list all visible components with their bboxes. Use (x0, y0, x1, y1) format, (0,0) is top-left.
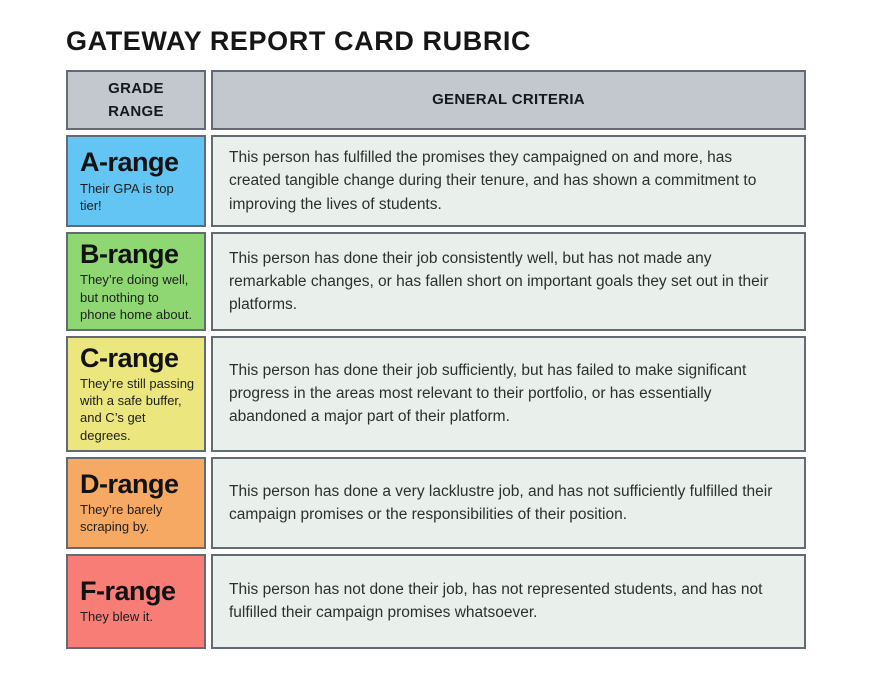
table-row (66, 135, 806, 227)
grade-note: Their GPA is top tier! (80, 180, 174, 213)
header-criteria-label: GENERAL CRITERIA (432, 91, 585, 109)
criteria-cell-d (211, 457, 806, 549)
criteria-text: This person has not done their job, has not represented students, and has not fulfilled their campaign promises whatsoever. (229, 581, 763, 622)
page-title: GATEWAY REPORT CARD RUBRIC (66, 26, 532, 56)
table-row (66, 457, 806, 549)
grade-note: They’re doing well, but nothing to phone home about. (80, 272, 193, 322)
header-grade-label: GRADE RANGE (108, 79, 164, 120)
grade-cell-c (66, 336, 206, 452)
grade-note: They’re barely scraping by. (80, 502, 163, 535)
header-grade-cell (66, 70, 206, 130)
table-row (66, 554, 806, 649)
grade-label: B-range (80, 239, 179, 269)
grade-label: F-range (80, 576, 176, 607)
grade-cell-d (66, 457, 206, 549)
criteria-cell-b (211, 232, 806, 331)
table-row (66, 232, 806, 331)
criteria-text: This person has fulfilled the promises they campaigned on and more, has created tangible change during their tenure, and has shown a commitment to improving the lives of students. (229, 149, 757, 213)
table-header-row (66, 70, 806, 130)
table-row (66, 336, 806, 452)
grade-note: They’re still passing with a safe buffer, and C’s get degrees. (80, 376, 195, 443)
grade-label: A-range (80, 147, 179, 178)
grade-label: C-range (80, 342, 179, 373)
criteria-text: This person has done a very lacklustre job, and has not sufficiently fulfilled their campaign promises or the responsibilities of their position. (229, 482, 773, 523)
grade-note: They blew it. (80, 609, 153, 625)
grade-label: D-range (80, 468, 179, 499)
grade-cell-a (66, 135, 206, 227)
criteria-cell-a (211, 135, 806, 227)
criteria-text: This person has done their job sufficiently, but has failed to make significant progress in the areas most relevant to their portfolio, or has essentially abandoned a major part of their platform. (229, 361, 747, 426)
criteria-cell-f (211, 554, 806, 649)
grade-cell-b (66, 232, 206, 331)
grade-cell-f (66, 554, 206, 649)
rubric-table (66, 70, 806, 649)
criteria-text: This person has done their job consistently well, but has not made any remarkable changes, or has fallen short on important goals they set out in their platforms. (229, 249, 769, 314)
criteria-cell-c (211, 336, 806, 452)
header-criteria-cell (211, 70, 806, 130)
